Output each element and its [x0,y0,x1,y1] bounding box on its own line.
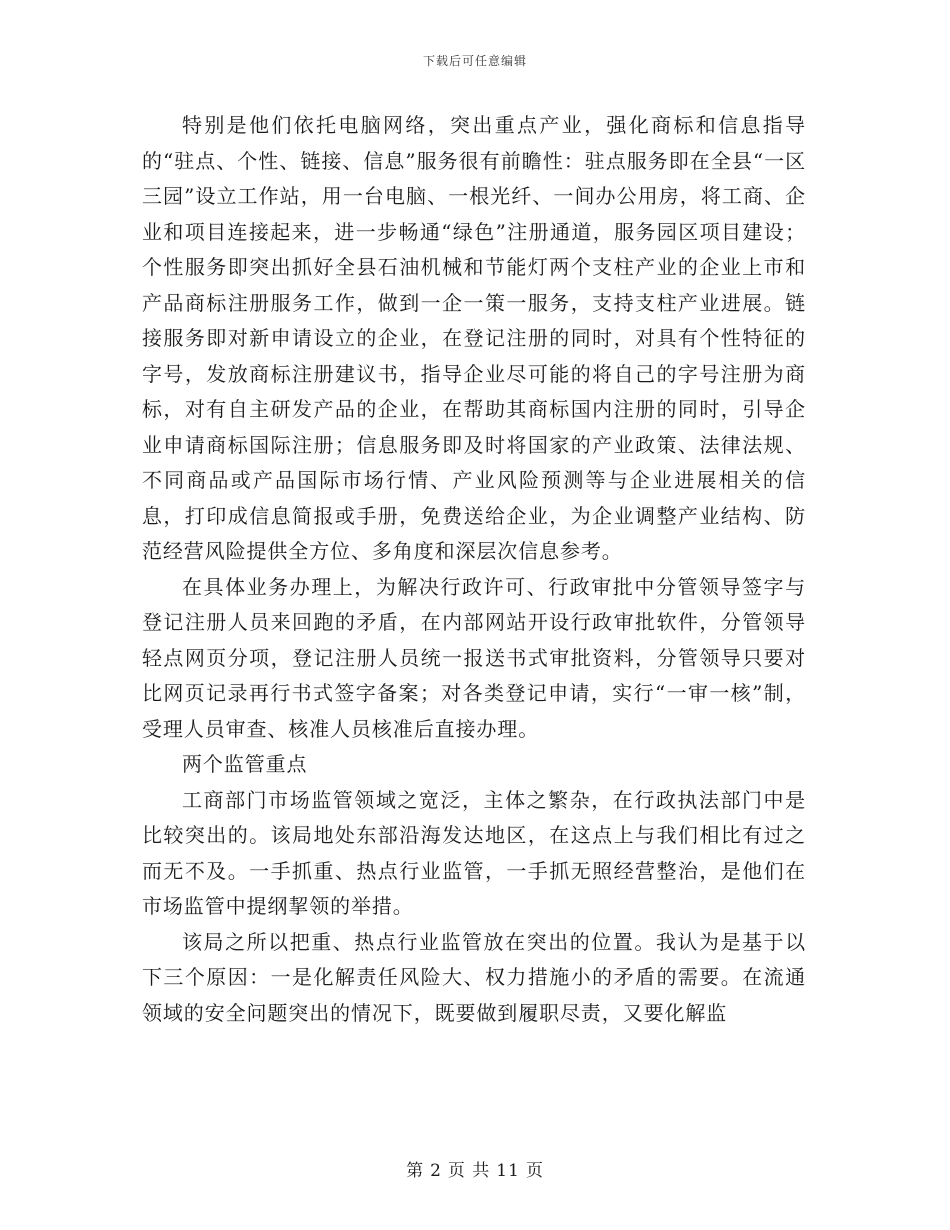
page-footer [0,1156,950,1181]
footer-suffix: 页 [525,1161,544,1181]
footer-prefix: 第 [406,1161,425,1181]
footer-total-pages: 11 [496,1161,520,1181]
paragraph-market-supervision: 工商部门市场监管领域之宽泛，主体之繁杂，在行政执法部门中是比较突出的。该局地处东部沿海发达地区，在这点上与我们相比有过之而无不及。一手抓重、热点行业监管，一手抓无照经营整治，是他们在市场监管中提纲挈领的举措。 [142,787,806,918]
page-header: 下载后可任意编辑 [422,54,527,68]
document-body [142,108,806,1031]
footer-current-page: 2 [430,1161,442,1181]
section-heading: 两个监管重点 [182,752,308,776]
paragraph-reasons: 该局之所以把重、热点行业监管放在突出的位置。我认为是基于以下三个原因：一是化解责任风险大、权力措施小的矛盾的需要。在流通领域的安全问题突出的情况下，既要做到履职尽责，又要化解监 [142,929,806,1025]
footer-mid: 页 共 [447,1161,491,1181]
paragraph-service-model: 特别是他们依托电脑网络，突出重点产业，强化商标和信息指导的“驻点、个性、链接、信息”服务很有前瞻性：驻点服务即在全县“一区三园”设立工作站，用一台电脑、一根光纤、一间办公用房，将工商、企业和项目连接起来，进一步畅通“绿色”注册通道，服务园区项目建设；个性服务即突出抓好全县石油机械和节能灯两个支柱产业的企业上市和产品商标注册服务工作，做到一企一策一服务，支持支柱产业进展。链接服务即对新申请设立的企业，在登记注册的同时，对具有个性特征的字号，发放商标注册建议书，指导企业尽可能的将自己的字号注册为商标，对有自主研发产品的企业，在帮助其商标国内注册的同时，引导企业申请商标国际注册；信息服务即及时将国家的产业政策、法律法规、不同商品或产品国际市场行情、产业风险预测等与企业进展相关的信息，打印成信息简报或手册，免费送给企业，为企业调整产业结构、防范经营风险提供全方位、多角度和深层次信息参考。 [142,113,806,563]
paragraph-approval-process: 在具体业务办理上，为解决行政许可、行政审批中分管领导签字与登记注册人员来回跑的矛盾，在内部网站开设行政审批软件，分管领导轻点网页分项，登记注册人员统一报送书式审批资料，分管领导只要对比网页记录再行书式签字备案；对各类登记申请，实行“一审一核”制，受理人员审查、核准人员核准后直接办理。 [142,574,806,741]
